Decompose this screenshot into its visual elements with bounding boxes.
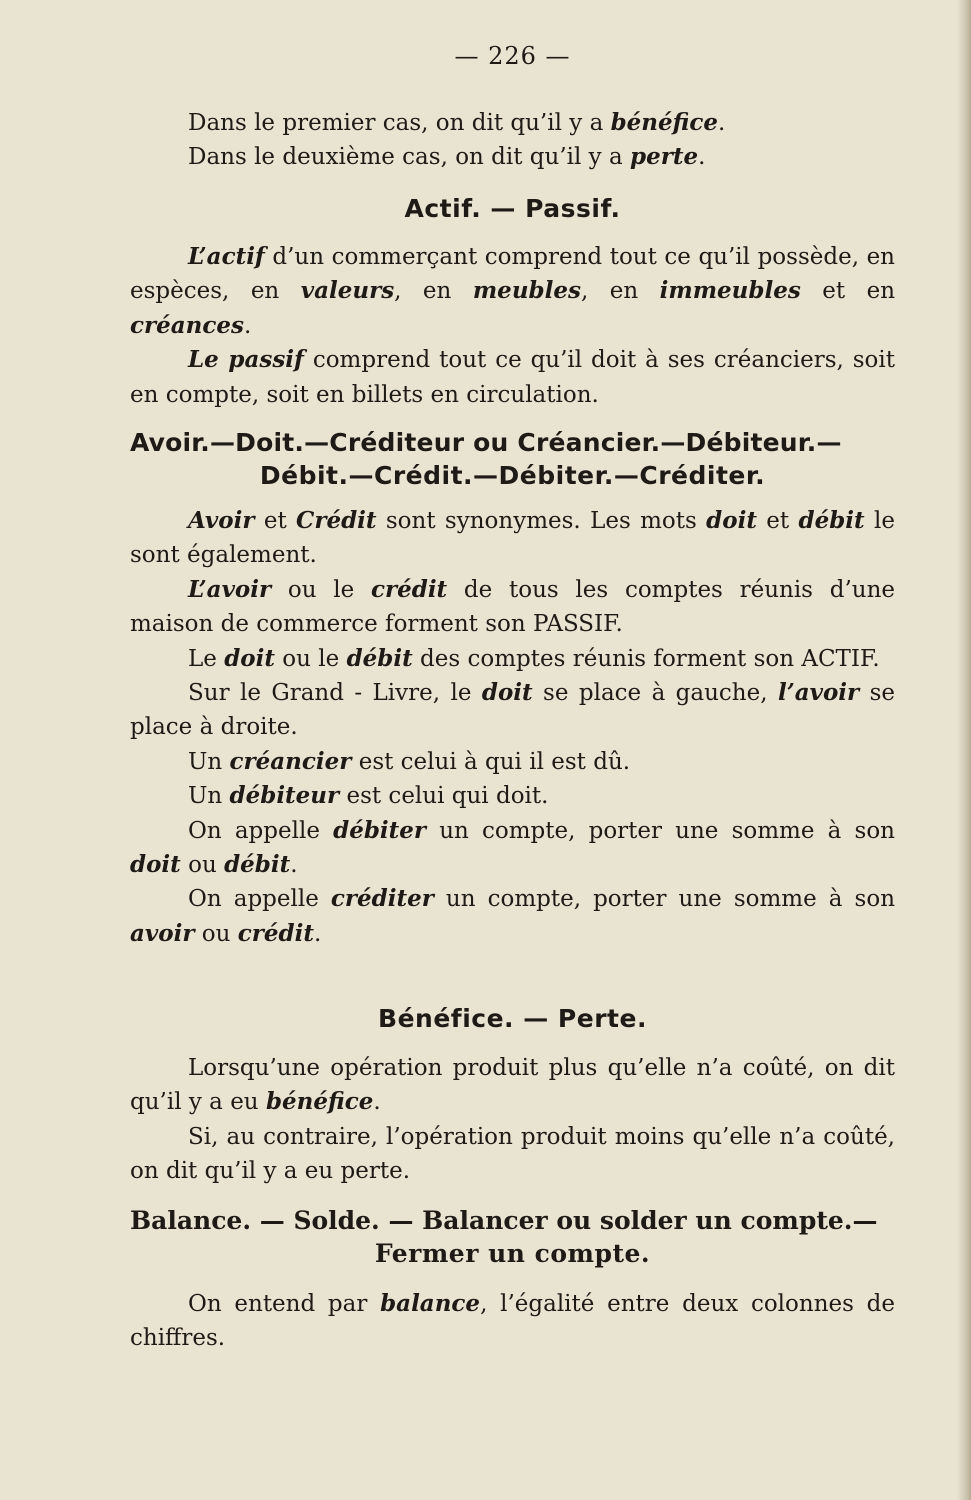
paragraph: Le doit ou le débit des comptes réunis forment son ACTIF. xyxy=(188,644,880,672)
page-number: — 226 — xyxy=(454,42,571,70)
section-benefice-perte xyxy=(130,1004,895,1033)
intro-line-1: Dans le premier cas, on dit qu’il y a bénéfice. xyxy=(188,109,726,136)
section-avoir-doit xyxy=(130,428,895,490)
section-avoir-body xyxy=(130,504,895,951)
section-benefice-body xyxy=(130,1051,895,1189)
section-heading: Bénéfice. — Perte. xyxy=(378,1004,647,1033)
section-heading-line-2: Débit.—Crédit.—Débiter.—Créditer. xyxy=(259,461,766,490)
paragraph: On appelle créditer un compte, porter une somme à son avoir ou crédit. xyxy=(130,885,896,947)
section-actif-passif xyxy=(130,194,895,223)
paragraph: On appelle débiter un compte, porter une somme à son doit ou débit. xyxy=(130,816,895,879)
section-actif-body xyxy=(130,240,895,412)
intro xyxy=(130,106,895,175)
section-balance-solde xyxy=(130,1206,895,1268)
section-heading-line-1: Avoir.—Doit.—Créditeur ou Créancier.—Débiteur.— xyxy=(130,428,842,457)
paragraph: Un débiteur est celui qui doit. xyxy=(188,782,549,810)
paragraph: Avoir et Crédit sont synonymes. Les mots doit et débit le sont également. xyxy=(130,507,895,569)
section-balance-body xyxy=(130,1287,895,1356)
paragraph: On entend par balance, l’égalité entre deux colonnes de chiffres. xyxy=(130,1290,895,1352)
paragraph: L’actif d’un commerçant comprend tout ce qu’il possède, en espèces, en valeurs, en meubles, en immeubles et en créances. xyxy=(130,243,896,339)
paragraph: Lorsqu’une opération produit plus qu’elle n’a coûté, on dit qu’il y a eu bénéfice. xyxy=(130,1055,895,1116)
section-heading: Actif. — Passif. xyxy=(404,194,621,223)
paragraph: Sur le Grand - Livre, le doit se place à gauche, l’avoir se place à droite. xyxy=(130,679,895,741)
paragraph: Si, au contraire, l’opération produit moins qu’elle n’a coûté, on dit qu’il y a eu perte. xyxy=(130,1123,895,1185)
paragraph: Un créancier est celui à qui il est dû. xyxy=(188,747,631,775)
page-edge xyxy=(957,0,971,1500)
paragraph: L’avoir ou le crédit de tous les comptes réunis d’une maison de commerce forment son PASSIF. xyxy=(130,575,895,638)
paragraph: Le passif comprend tout ce qu’il doit à ses créanciers, soit en compte, soit en billets en circulation. xyxy=(130,346,895,408)
intro-line-2: Dans le deuxième cas, on dit qu’il y a perte. xyxy=(188,143,706,171)
section-heading-line-2: Fermer un compte. xyxy=(374,1239,651,1268)
section-heading-line-1: Balance. — Solde. — Balancer ou solder un compte.— xyxy=(130,1206,878,1235)
